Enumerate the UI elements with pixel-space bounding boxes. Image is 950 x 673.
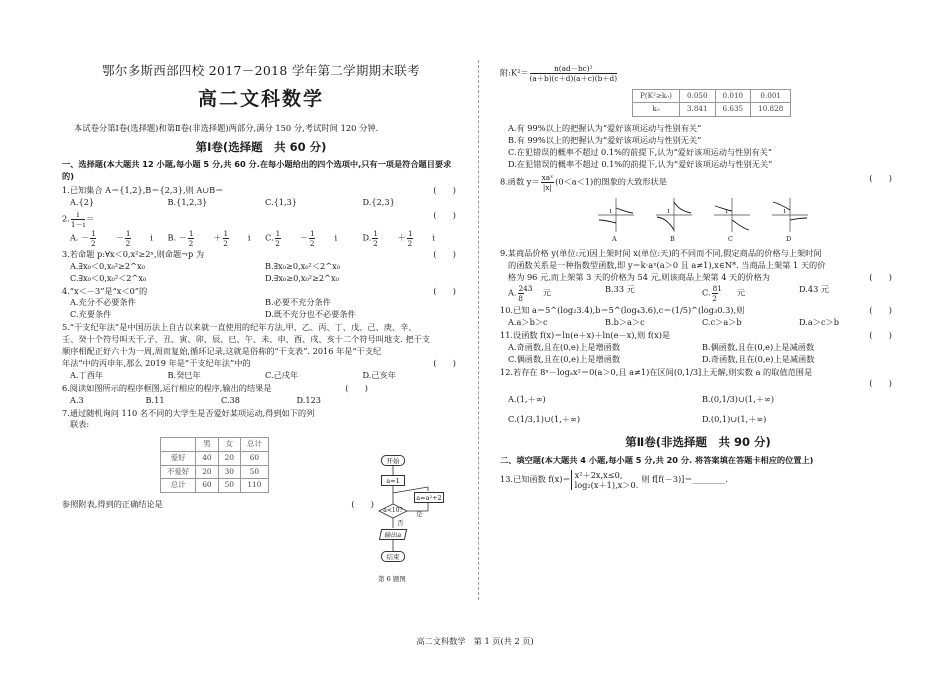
option-b: B.b＞a＞c bbox=[605, 317, 645, 327]
answer-bracket: ( ) bbox=[351, 499, 374, 510]
left-column bbox=[62, 62, 460, 512]
option-d: D.123 bbox=[296, 394, 322, 405]
fraction bbox=[541, 173, 555, 192]
piece-1: x²＋2x,x≤0, bbox=[574, 469, 623, 480]
table-header-cell: 总计 bbox=[241, 438, 269, 452]
contingency-table bbox=[160, 437, 269, 493]
table-header-row bbox=[161, 438, 269, 452]
answer-bracket: ( ) bbox=[433, 285, 456, 296]
option-d: D.a＞c＞b bbox=[799, 317, 839, 327]
question-9 bbox=[500, 248, 896, 303]
svg-text:1: 1 bbox=[609, 209, 613, 216]
flowchart-yes-label: 是 bbox=[416, 510, 423, 518]
section2-instructions: 二、填空题(本大题共 4 小题,每小题 5 分,共 20 分. 将答案填在答题卡相应的位置上) bbox=[500, 454, 814, 465]
option-a: A.有 99%以上的把握认为“爱好该项运动与性别有关” bbox=[508, 122, 702, 133]
option-d: D.43 元 bbox=[799, 284, 830, 295]
flowchart-loop: a=a²+2 bbox=[414, 492, 444, 503]
question-line: 顺序相配正好六十为一周,周而复始,循环记录,这就是俗称的“干支表”. 2016 年是“干支纪 bbox=[62, 346, 382, 357]
table-row bbox=[633, 90, 791, 103]
k2-critical-table bbox=[632, 89, 791, 117]
imag-unit: i bbox=[334, 232, 338, 243]
numerator: 1 bbox=[91, 228, 96, 238]
question-line: 参照附表,得到的正确结论是 bbox=[62, 499, 163, 510]
fraction bbox=[90, 229, 114, 248]
graph-c bbox=[712, 196, 752, 242]
fraction bbox=[223, 229, 247, 248]
numerator: 81 bbox=[712, 284, 722, 294]
table-row bbox=[633, 103, 791, 116]
question-stem: 4.“x＜－3”是“x＜0”的 bbox=[62, 285, 148, 296]
part2-title: 第Ⅱ卷(非选择题 共 90 分) bbox=[625, 435, 771, 450]
denominator: 2 bbox=[712, 294, 717, 304]
graph-label: D bbox=[786, 235, 792, 244]
stem-prefix: 13.已知函数 f(x)＝ bbox=[500, 473, 571, 484]
piece-2: log₂(x＋1),x＞0. bbox=[574, 479, 639, 490]
fraction bbox=[712, 284, 736, 303]
table-row bbox=[161, 452, 269, 466]
answer-bracket: ( ) bbox=[433, 209, 456, 220]
appendix-label: 附: bbox=[500, 67, 511, 78]
question-line: 9.某商品价格 y(单位:元)因上架时间 x(单位:天)的不同而不同,假定商品的价格与上架时间 bbox=[500, 248, 822, 259]
option-c: C.∃x₀＜0,x₀²＜2^x₀ bbox=[70, 272, 147, 283]
denominator: 8 bbox=[518, 294, 523, 304]
flowchart-end: 结束 bbox=[381, 551, 405, 562]
table-cell: 0.050 bbox=[679, 90, 715, 103]
flowchart-start: 开始 bbox=[381, 455, 405, 466]
question-11 bbox=[500, 330, 896, 366]
option-c: C.偶函数,且在(0,e)上是增函数 bbox=[508, 353, 621, 364]
question-stem: 3.若命题 p:∀x＜0,x²≥2ˣ,则命题¬p 为 bbox=[62, 248, 205, 259]
table-cell: 20 bbox=[218, 452, 240, 466]
table-header-cell: 女 bbox=[218, 438, 240, 452]
answer-bracket: ( ) bbox=[345, 382, 368, 393]
stem-suffix: (0＜a＜1)的图象的大致形状是 bbox=[555, 176, 667, 187]
table-cell: 0.010 bbox=[715, 90, 751, 103]
question-7 bbox=[62, 408, 372, 512]
fraction bbox=[125, 229, 149, 248]
operator: ＋ bbox=[397, 232, 406, 243]
option-a bbox=[70, 229, 168, 248]
imag-unit: i bbox=[150, 232, 153, 243]
option-a-label: A. bbox=[508, 287, 517, 298]
fraction bbox=[309, 229, 333, 248]
option-b: B.癸巳年 bbox=[167, 369, 201, 380]
denominator: 2 bbox=[188, 238, 194, 248]
question-line: 年法”中的丙申年,那么 2019 年是“干支纪年法”中的 bbox=[62, 357, 251, 368]
numerator: 1 bbox=[310, 228, 315, 238]
table-cell: 50 bbox=[218, 479, 240, 493]
answer-bracket: ( ) bbox=[869, 272, 892, 283]
table-row bbox=[161, 465, 269, 479]
flowchart-output: 输出a bbox=[379, 529, 407, 540]
denominator: 2 bbox=[309, 238, 315, 248]
option-a: A.奇函数,且在(0,e)上是增函数 bbox=[508, 341, 621, 352]
numerator: 243 bbox=[518, 284, 533, 294]
question-line: 联表: bbox=[70, 419, 90, 430]
question-5 bbox=[62, 322, 460, 381]
answer-bracket: ( ) bbox=[869, 378, 892, 389]
option-b: B.有 99%以上的把握认为“爱好该项运动与性别无关” bbox=[508, 134, 702, 145]
option-c-label: C. bbox=[265, 232, 274, 243]
numerator: 1 bbox=[223, 228, 229, 238]
denominator: (a＋b)(c＋d)(a＋c)(b＋d) bbox=[529, 74, 618, 83]
option-a: A.(1,＋∞) bbox=[508, 394, 546, 405]
graph-label: A bbox=[612, 235, 617, 244]
numerator: 1 bbox=[407, 228, 413, 238]
part1-title: 第Ⅰ卷(选择题 共 60 分) bbox=[195, 139, 327, 154]
piecewise-function bbox=[571, 470, 639, 490]
table-cell: P(K²≥k₀) bbox=[633, 90, 680, 103]
option-d: D.(0,1)∪(1,＋∞) bbox=[702, 414, 767, 425]
table-cell: 10.828 bbox=[751, 103, 791, 116]
imag-unit: i bbox=[247, 232, 251, 243]
option-c: C.充要条件 bbox=[70, 309, 112, 320]
operator: － bbox=[115, 232, 124, 243]
option-c: C.在犯错误的概率不超过 0.1%的前提下,认为“爱好该项运动与性别有关” bbox=[508, 146, 773, 157]
question-line: 格为 96 元,而上架第 3 天的价格为 54 元,则该商品上架第 4 天的价格为 bbox=[508, 272, 770, 283]
unit: 元 bbox=[542, 287, 551, 298]
option-a: A.∃x₀＜0,x₀²≥2^x₀ bbox=[70, 260, 145, 271]
question-6 bbox=[62, 383, 372, 407]
k2-fraction bbox=[530, 64, 618, 83]
question-3 bbox=[62, 249, 460, 285]
option-a: A.充分不必要条件 bbox=[70, 297, 136, 308]
question-line: 的函数关系是一种指数型函数,即 y＝k·aˣ(a＞0 且 a≠1),x∈N*. 当商品上架第 1 天的价 bbox=[508, 260, 826, 271]
option-c bbox=[265, 229, 363, 248]
stem-suffix: 则 f[f(－3)]＝________. bbox=[641, 473, 728, 484]
table-cell: k₀ bbox=[633, 103, 680, 116]
question-12 bbox=[500, 367, 896, 427]
graph-c-plot bbox=[712, 196, 752, 234]
option-b-label: B. － bbox=[167, 232, 187, 243]
denominator: 2 bbox=[373, 238, 378, 248]
graph-a bbox=[596, 196, 636, 242]
svg-text:1: 1 bbox=[725, 209, 729, 216]
stem-prefix: 8.函数 y＝ bbox=[500, 176, 540, 187]
option-c: C.{1,3} bbox=[265, 197, 298, 208]
numerator: 1 bbox=[373, 228, 379, 238]
graph-a-plot bbox=[596, 196, 636, 234]
answer-bracket: ( ) bbox=[433, 248, 456, 259]
answer-bracket: ( ) bbox=[869, 329, 892, 340]
table-cell: 60 bbox=[241, 452, 269, 466]
question-stem: 12.若存在 8ˣ－logₐx²＝0(a＞0,且 a≠1)在区间(0,1/3]上无解,则实数 a 的取值范围是 bbox=[500, 366, 813, 377]
option-a-label: A. － bbox=[70, 232, 90, 243]
table-cell: 总计 bbox=[161, 479, 196, 493]
option-d: D.奇函数,且在(0,e)上是减函数 bbox=[702, 353, 815, 364]
answer-bracket: ( ) bbox=[433, 357, 456, 368]
numerator: i bbox=[71, 210, 85, 220]
option-b: B.∃x₀≥0,x₀²＜2^x₀ bbox=[265, 260, 340, 271]
option-c: C.己戌年 bbox=[265, 369, 299, 380]
numerator: n(ad－bc)² bbox=[530, 64, 618, 74]
numerator: 1 bbox=[188, 228, 194, 238]
operator: － bbox=[299, 232, 309, 243]
section1-instructions: 一、选择题(本大题共 12 小题,每小题 5 分,共 60 分.在每小题给出的四个选项中,只有一项是符合题目要求的) bbox=[62, 159, 452, 182]
graph-d bbox=[770, 196, 810, 242]
table-cell: 20 bbox=[196, 465, 218, 479]
fraction bbox=[407, 229, 431, 248]
option-b: B.33 元 bbox=[605, 284, 635, 295]
question-stem bbox=[500, 173, 667, 192]
table-cell: 60 bbox=[196, 479, 218, 493]
table-cell: 110 bbox=[241, 479, 269, 493]
graph-b-plot bbox=[654, 196, 694, 234]
option-c: C.(1/3,1)∪(1,＋∞) bbox=[508, 414, 581, 425]
numerator: 1 bbox=[275, 228, 281, 238]
table-cell: 6.635 bbox=[715, 103, 751, 116]
question-13 bbox=[500, 470, 896, 490]
equals: ＝ bbox=[86, 213, 95, 224]
fraction bbox=[372, 229, 396, 248]
option-c-label: C. bbox=[702, 287, 711, 298]
right-column bbox=[500, 64, 896, 491]
question-4 bbox=[62, 286, 460, 322]
option-b: B.偶函数,且在(0,e)上是减函数 bbox=[702, 341, 815, 352]
k2-lhs: K²＝ bbox=[510, 67, 529, 78]
denominator: 2 bbox=[91, 238, 96, 248]
option-c: C.c＞a＞b bbox=[702, 317, 742, 327]
table-row bbox=[161, 479, 269, 493]
table-header-cell bbox=[161, 438, 196, 452]
option-d: D.∃x₀≥0,x₀²≥2^x₀ bbox=[265, 272, 339, 283]
option-d: D.{2,3} bbox=[362, 197, 395, 208]
question-stem: 10.已知 a＝5^(log₂3.4),b＝5^(log₄3.6),c＝(1/5)^(log₃0.3),则 bbox=[500, 305, 745, 316]
flowchart-condition: a<10? bbox=[383, 507, 403, 514]
question-line: 7.通过随机询问 110 名不同的大学生是否爱好某项运动,得到如下的列 bbox=[62, 407, 315, 418]
option-d: D.在犯错误的概率不超过 0.1%的前提下,认为“爱好该项运动与性别无关” bbox=[508, 158, 773, 169]
svg-text:1: 1 bbox=[667, 209, 671, 216]
table-header-cell: 男 bbox=[196, 438, 218, 452]
operator: ＋ bbox=[213, 232, 222, 243]
question-stem: 11.设函数 f(x)＝ln(e＋x)＋ln(e－x),则 f(x)是 bbox=[500, 329, 671, 340]
option-a: A.a＞b＞c bbox=[508, 317, 548, 327]
column-divider bbox=[478, 60, 479, 600]
option-d-label: D. bbox=[362, 232, 372, 243]
school-title: 鄂尔多斯西部四校 2017－2018 学年第二学期期末联考 bbox=[102, 63, 420, 78]
graph-options bbox=[500, 196, 896, 242]
question-7-options bbox=[500, 123, 896, 171]
option-d bbox=[363, 229, 461, 248]
option-b: B.11 bbox=[145, 394, 165, 405]
option-a: A.3 bbox=[70, 394, 84, 405]
question-number: 2. bbox=[62, 213, 70, 224]
table-cell: 不爱好 bbox=[161, 465, 196, 479]
option-c bbox=[702, 284, 799, 303]
question-1 bbox=[62, 185, 460, 209]
imag-unit: i bbox=[432, 232, 435, 243]
numerator: 1 bbox=[125, 228, 131, 238]
option-b bbox=[168, 229, 266, 248]
table-cell: 爱好 bbox=[161, 452, 196, 466]
flowchart-connectors bbox=[378, 453, 458, 588]
option-a bbox=[508, 284, 605, 303]
question-stem bbox=[62, 210, 94, 229]
appendix-formula bbox=[500, 64, 896, 83]
denominator: 2 bbox=[407, 238, 413, 248]
denominator: 2 bbox=[125, 238, 131, 248]
graph-label: C bbox=[728, 235, 733, 244]
fraction bbox=[188, 229, 212, 248]
table-cell: 40 bbox=[196, 452, 218, 466]
table-cell: 30 bbox=[218, 465, 240, 479]
page-footer: 高二文科数学 第 1 页(共 2 页) bbox=[416, 636, 534, 646]
option-c: C.38 bbox=[221, 394, 240, 405]
graph-b bbox=[654, 196, 694, 242]
option-b: B.(0,1/3)∪(1,＋∞) bbox=[702, 394, 775, 405]
unit: 元 bbox=[736, 287, 746, 298]
denominator: 2 bbox=[275, 238, 280, 248]
question-line: 5.“干支纪年法”是中国历法上自古以来就一直使用的纪年方法,甲、乙、丙、丁、戊、己、庚、辛、 bbox=[62, 322, 417, 333]
answer-bracket: ( ) bbox=[433, 185, 456, 196]
table-cell: 3.841 bbox=[679, 103, 715, 116]
option-b: B.必要不充分条件 bbox=[265, 297, 331, 308]
fraction bbox=[275, 229, 299, 248]
table-cell: 0.001 bbox=[751, 90, 791, 103]
denominator: |x| bbox=[542, 183, 552, 193]
fraction bbox=[518, 284, 542, 303]
denominator: 1－i bbox=[70, 219, 86, 229]
flowchart-caption: 第 6 题图 bbox=[378, 575, 406, 583]
question-2 bbox=[62, 210, 460, 248]
option-b: B.{1,2,3} bbox=[167, 197, 208, 208]
question-stem: 6.阅读如图所示的程序框图,运行相应的程序,输出的结果是 bbox=[62, 382, 272, 393]
numerator: xaˣ bbox=[541, 173, 554, 183]
question-stem: 1.已知集合 A＝{1,2},B＝{2,3},则 A∪B＝ bbox=[62, 185, 224, 196]
option-d: D.己亥年 bbox=[362, 369, 396, 380]
denominator: 2 bbox=[223, 238, 228, 248]
option-d: D.既不充分也不必要条件 bbox=[265, 309, 356, 320]
exam-note: 本试卷分第Ⅰ卷(选择题)和第Ⅱ卷(非选择题)两部分,满分 150 分,考试时间 120 分钟. bbox=[74, 122, 379, 133]
answer-bracket: ( ) bbox=[869, 173, 892, 184]
question-8 bbox=[500, 173, 896, 242]
graph-label: B bbox=[670, 235, 675, 244]
question-10 bbox=[500, 305, 896, 329]
answer-bracket: ( ) bbox=[869, 305, 892, 316]
fraction bbox=[71, 210, 85, 229]
flowchart-figure bbox=[378, 453, 458, 588]
table-cell: 50 bbox=[241, 465, 269, 479]
option-a: A.{2} bbox=[70, 197, 95, 208]
subject-title: 高二文科数学 bbox=[197, 88, 324, 111]
flowchart-no-label: 否 bbox=[397, 519, 404, 527]
svg-text:1: 1 bbox=[783, 209, 787, 216]
flowchart-init: a=1 bbox=[381, 475, 405, 486]
option-a: A.丁酉年 bbox=[70, 369, 104, 380]
question-line: 壬、癸十个符号叫天干,子、丑、寅、卯、辰、巳、午、未、申、酉、戌、亥十二个符号叫地支. 把干支 bbox=[62, 334, 431, 345]
graph-d-plot bbox=[770, 196, 810, 234]
